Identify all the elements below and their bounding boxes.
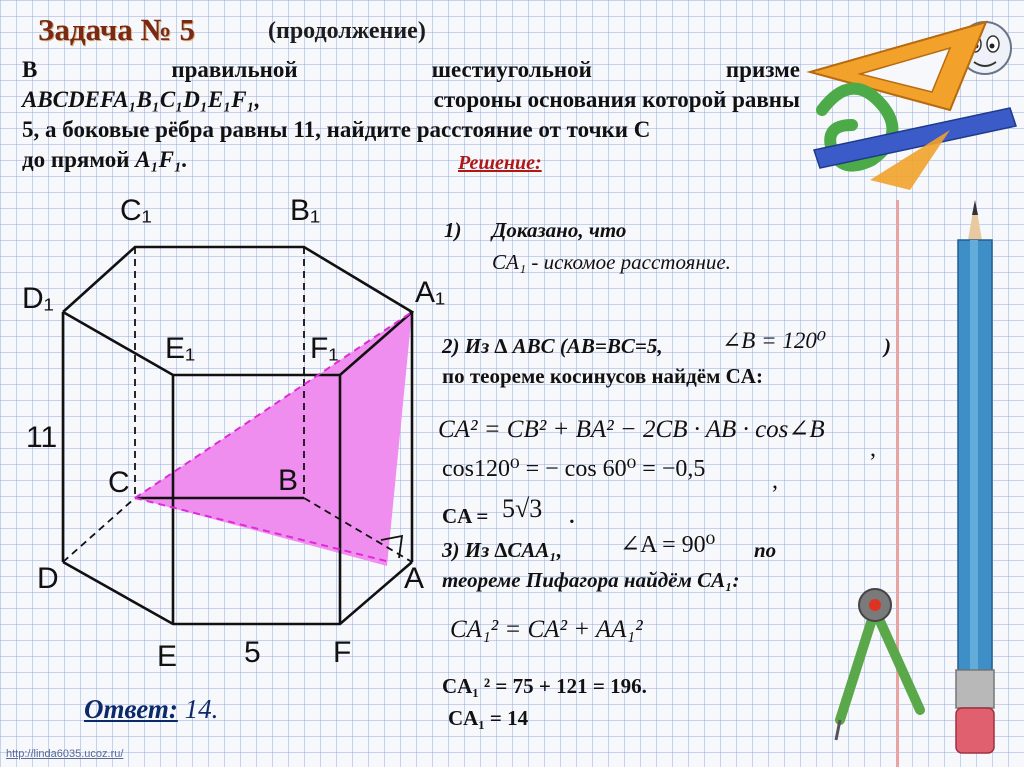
condition-text-4: до прямой	[22, 147, 130, 172]
formula-cos120: cos120⁰ = − cos 60⁰ = −0,5	[442, 456, 706, 482]
word-2: правильной	[171, 57, 298, 82]
label-f: F	[333, 636, 352, 669]
step-3-line-1: 3) Из ∆CAA₁,	[442, 538, 562, 562]
step-3-po: по	[754, 538, 777, 562]
step-2-line-1: 2) Из ∆ ABC (AB=BC=5,	[442, 334, 663, 358]
label-f1: F₁	[310, 332, 339, 365]
label-e: E	[157, 640, 178, 673]
label-c: C	[108, 466, 130, 499]
step-2-close: )	[884, 334, 891, 358]
word-3: шестиугольной	[431, 57, 592, 82]
formula-comma: ,	[870, 436, 876, 462]
step-2-line-2: по теореме косинусов найдём CA:	[442, 364, 763, 388]
formula-comma-2: ,	[772, 468, 778, 494]
formula-pythagoras: CA₁² = CA² + AA₁²	[450, 616, 643, 643]
answer-value: 14.	[184, 694, 219, 724]
result-1: CA₁ ² = 75 + 121 = 196.	[442, 674, 647, 698]
step-2-angle: ∠B = 120⁰	[722, 328, 827, 353]
step-1-line-2: CA₁ - искомое расстояние.	[492, 250, 731, 274]
word-4: призме	[725, 57, 800, 82]
result-2: CA₁ = 14	[448, 706, 529, 730]
label-b1: B₁	[290, 194, 321, 227]
step-1-number: 1)	[444, 218, 462, 242]
label-a1: A₁	[415, 276, 446, 309]
title-continuation: (продолжение)	[268, 18, 426, 44]
prism-name: ABCDEFA₁B₁C₁D₁E₁F₁,	[22, 87, 261, 112]
label-c1: C₁	[120, 194, 152, 227]
label-a: A	[404, 562, 425, 595]
label-d: D	[37, 562, 59, 595]
word-1: В	[22, 57, 38, 82]
formula-cosine: CA² = CB² + BA² − 2CB · AB · cos∠B	[438, 416, 825, 443]
ca-dot: .	[570, 504, 576, 528]
answer	[84, 694, 218, 725]
label-edge-base: 5	[244, 636, 261, 669]
step-3-line-2: теореме Пифагора найдём CA₁:	[442, 568, 740, 592]
pencil-icon	[956, 200, 994, 753]
source-link[interactable]: http://linda6035.ucoz.ru/	[6, 748, 124, 760]
ca-value: 5√3	[502, 494, 543, 523]
decor-layer	[800, 0, 1024, 767]
label-b: B	[278, 464, 299, 497]
condition-line-3: 5, а боковые рёбра равны 11, найдите расстояние от точки C	[22, 117, 651, 142]
answer-label: Ответ:	[84, 694, 178, 724]
step-1-line-1: Доказано, что	[492, 218, 627, 242]
page-title: Задача № 5	[38, 12, 195, 47]
compass-icon	[836, 589, 920, 740]
solution-heading: Решение:	[458, 152, 542, 174]
ca-label: CA =	[442, 504, 489, 528]
line-name: A₁F₁.	[135, 147, 188, 172]
step-3-angle: ∠A = 90⁰	[620, 532, 716, 558]
condition-text-2: стороны основания которой равны	[433, 87, 800, 112]
label-e1: E₁	[165, 332, 196, 365]
label-edge-height: 11	[26, 421, 58, 454]
label-d1: D₁	[22, 282, 54, 315]
